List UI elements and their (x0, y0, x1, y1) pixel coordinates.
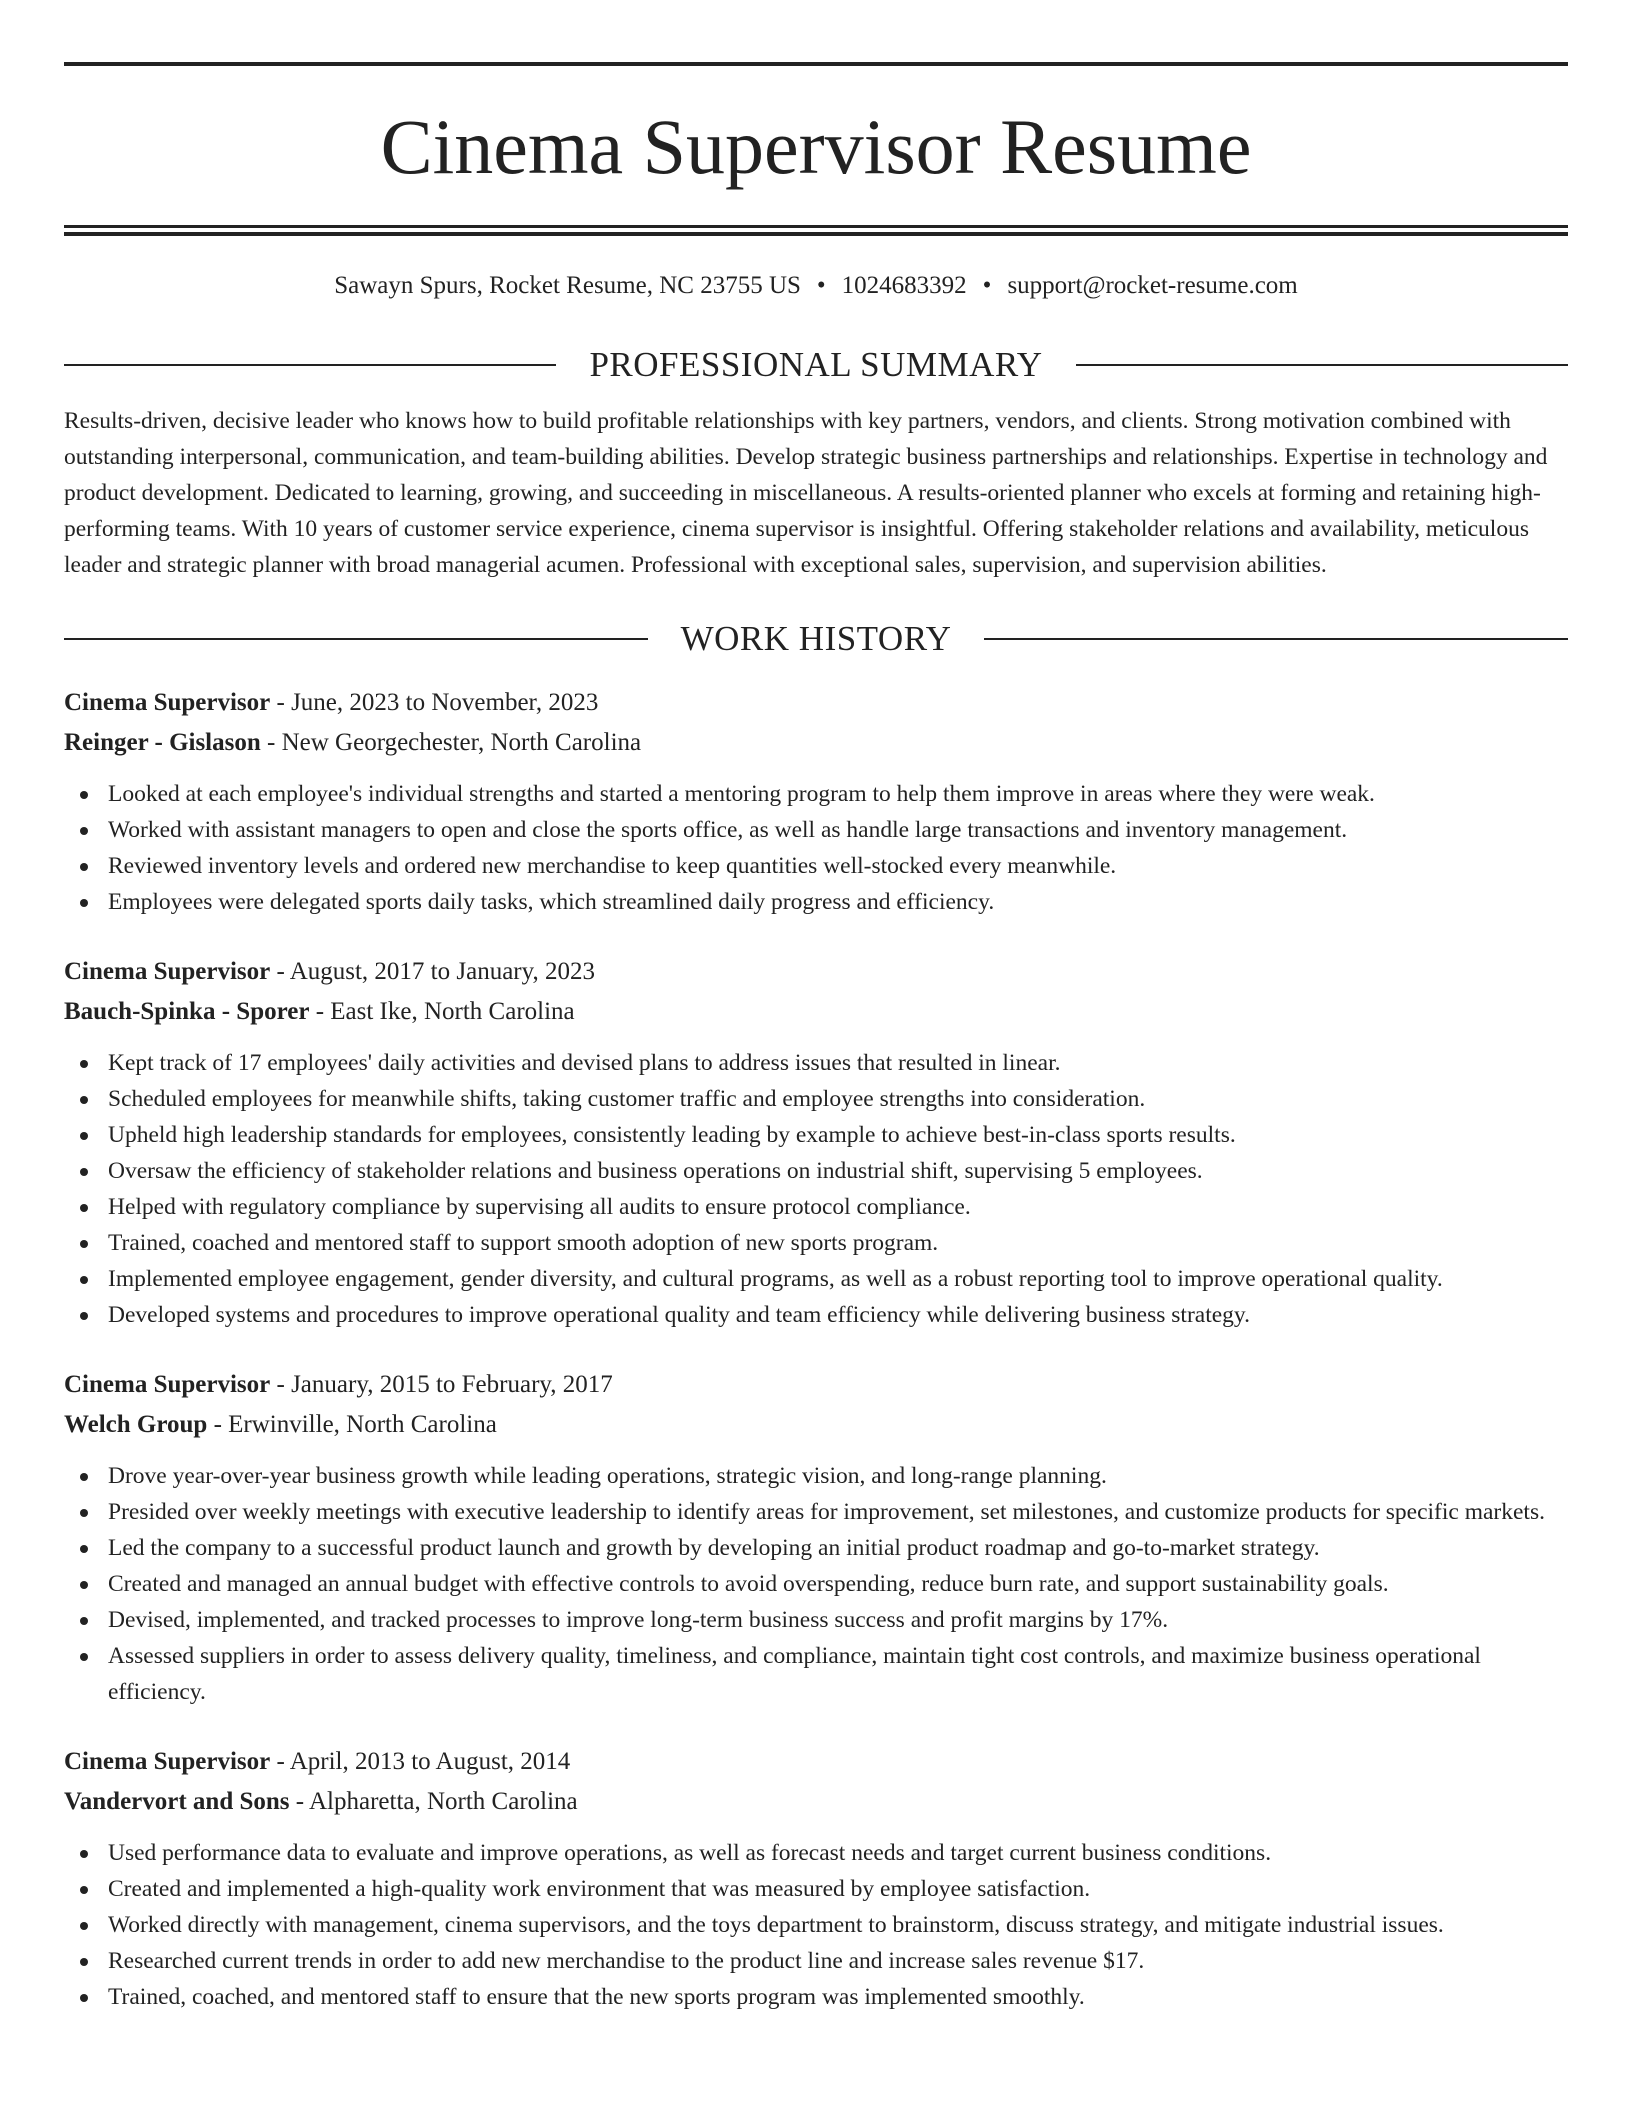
job-location: - Alpharetta, North Carolina (289, 1788, 578, 1815)
job-bullet: Oversaw the efficiency of stakeholder relations and business operations on industrial shift, supervising 5 employees. (64, 1153, 1568, 1189)
job-bullet: Researched current trends in order to add new merchandise to the product line and increase sales revenue $17. (64, 1943, 1568, 1979)
summary-heading: PROFESSIONAL SUMMARY (589, 345, 1043, 384)
resume-title: Cinema Supervisor Resume (380, 103, 1252, 190)
job-bullet: Trained, coached and mentored staff to support smooth adoption of new sports program. (64, 1225, 1568, 1261)
summary-section-heading (64, 345, 1568, 385)
job-bullet: Implemented employee engagement, gender diversity, and cultural programs, as well as a robust reporting tool to improve operational quality. (64, 1261, 1568, 1297)
job-company: Vandervort and Sons (64, 1788, 290, 1815)
job-location: - Erwinville, North Carolina (207, 1411, 497, 1438)
job-bullet: Scheduled employees for meanwhile shifts, taking customer traffic and employee strengths into consideration. (64, 1081, 1568, 1117)
job-bullet: Trained, coached, and mentored staff to ensure that the new sports program was implemented smoothly. (64, 1979, 1568, 2015)
job-bullet: Developed systems and procedures to improve operational quality and team efficiency while delivering business strategy. (64, 1297, 1568, 1333)
job-company: Reinger - Gislason (64, 729, 261, 756)
contact-email: support@rocket-resume.com (1007, 272, 1298, 299)
job-title-line (64, 683, 1568, 723)
job-location: - East Ike, North Carolina (309, 998, 575, 1025)
job-company-line (64, 723, 1568, 763)
job-bullet: Created and managed an annual budget with effective controls to avoid overspending, reduce burn rate, and support sustainability goals. (64, 1566, 1568, 1602)
job-dates: - June, 2023 to November, 2023 (270, 689, 599, 716)
top-rule (64, 62, 1568, 66)
job-title-line (64, 1742, 1568, 1782)
job-bullet: Created and implemented a high-quality work environment that was measured by employee satisfaction. (64, 1871, 1568, 1907)
job-bullet: Looked at each employee's individual strengths and started a mentoring program to help them improve in areas where they were weak. (64, 776, 1568, 812)
job-bullet: Reviewed inventory levels and ordered new merchandise to keep quantities well-stocked every meanwhile. (64, 848, 1568, 884)
job-entry (64, 952, 1568, 1333)
job-bullet: Kept track of 17 employees' daily activities and devised plans to address issues that resulted in linear. (64, 1045, 1568, 1081)
job-bullet: Drove year-over-year business growth while leading operations, strategic vision, and long-range planning. (64, 1458, 1568, 1494)
heading-rule-left (64, 364, 556, 366)
job-company: Bauch-Spinka - Sporer (64, 998, 310, 1025)
contact-address: Sawayn Spurs, Rocket Resume, NC 23755 US (334, 272, 801, 299)
job-bullets (64, 1835, 1568, 2015)
job-bullet: Helped with regulatory compliance by supervising all audits to ensure protocol compliance. (64, 1189, 1568, 1225)
heading-rule-right (1076, 364, 1568, 366)
job-dates: - April, 2013 to August, 2014 (270, 1748, 571, 1775)
job-title: Cinema Supervisor (64, 958, 271, 985)
title-double-rule (64, 225, 1568, 236)
job-title-line (64, 1365, 1568, 1405)
job-company-line (64, 1782, 1568, 1822)
job-location: - New Georgechester, North Carolina (260, 729, 642, 756)
job-title: Cinema Supervisor (64, 1748, 271, 1775)
job-entry (64, 1742, 1568, 2015)
work-section-heading (64, 619, 1568, 659)
heading-rule-left (64, 638, 648, 640)
job-title: Cinema Supervisor (64, 689, 271, 716)
contact-phone: 1024683392 (841, 272, 967, 299)
job-entry (64, 1365, 1568, 1710)
job-bullets (64, 1458, 1568, 1710)
summary-text: Results-driven, decisive leader who knows how to build profitable relationships with key partners, vendors, and clients. Strong motivation combined with outstanding interpersonal, communication, and team-building abilities. Develop strategic business partnerships and relationships. Expertise in technology and product development. Dedicated to learning, growing, and succeeding in miscellaneous. A results-oriented planner who excels at forming and retaining high-performing teams. With 10 years of customer service experience, cinema supervisor is insightful. Offering stakeholder relations and availability, meticulous leader and strategic planner with broad managerial acumen. Professional with exceptional sales, supervision, and supervision abilities. (64, 408, 1548, 578)
contact-line (64, 271, 1568, 301)
heading-rule-right (984, 638, 1568, 640)
contact-separator: • (816, 272, 826, 299)
job-dates: - August, 2017 to January, 2023 (270, 958, 595, 985)
job-bullet: Worked directly with management, cinema supervisors, and the toys department to brainstorm, discuss strategy, and mitigate industrial issues. (64, 1907, 1568, 1943)
job-title-line (64, 952, 1568, 992)
work-heading: WORK HISTORY (680, 619, 952, 658)
job-bullet: Assessed suppliers in order to assess delivery quality, timeliness, and compliance, maintain tight cost controls, and maximize business operational efficiency. (64, 1638, 1568, 1710)
job-bullet: Used performance data to evaluate and improve operations, as well as forecast needs and target current business conditions. (64, 1835, 1568, 1871)
job-company: Welch Group (64, 1411, 208, 1438)
job-company-line (64, 992, 1568, 1032)
job-bullet: Led the company to a successful product launch and growth by developing an initial product roadmap and go-to-market strategy. (64, 1530, 1568, 1566)
job-entry (64, 683, 1568, 920)
contact-separator: • (982, 272, 992, 299)
job-company-line (64, 1405, 1568, 1445)
job-bullets (64, 776, 1568, 920)
job-bullet: Worked with assistant managers to open and close the sports office, as well as handle large transactions and inventory management. (64, 812, 1568, 848)
job-title: Cinema Supervisor (64, 1371, 271, 1398)
job-bullet: Devised, implemented, and tracked processes to improve long-term business success and profit margins by 17%. (64, 1602, 1568, 1638)
job-bullet: Upheld high leadership standards for employees, consistently leading by example to achieve best-in-class sports results. (64, 1117, 1568, 1153)
job-bullet: Employees were delegated sports daily tasks, which streamlined daily progress and efficiency. (64, 884, 1568, 920)
work-history-list (64, 683, 1568, 2015)
job-bullets (64, 1045, 1568, 1333)
job-dates: - January, 2015 to February, 2017 (270, 1371, 613, 1398)
job-bullet: Presided over weekly meetings with executive leadership to identify areas for improvement, set milestones, and customize products for specific markets. (64, 1494, 1568, 1530)
